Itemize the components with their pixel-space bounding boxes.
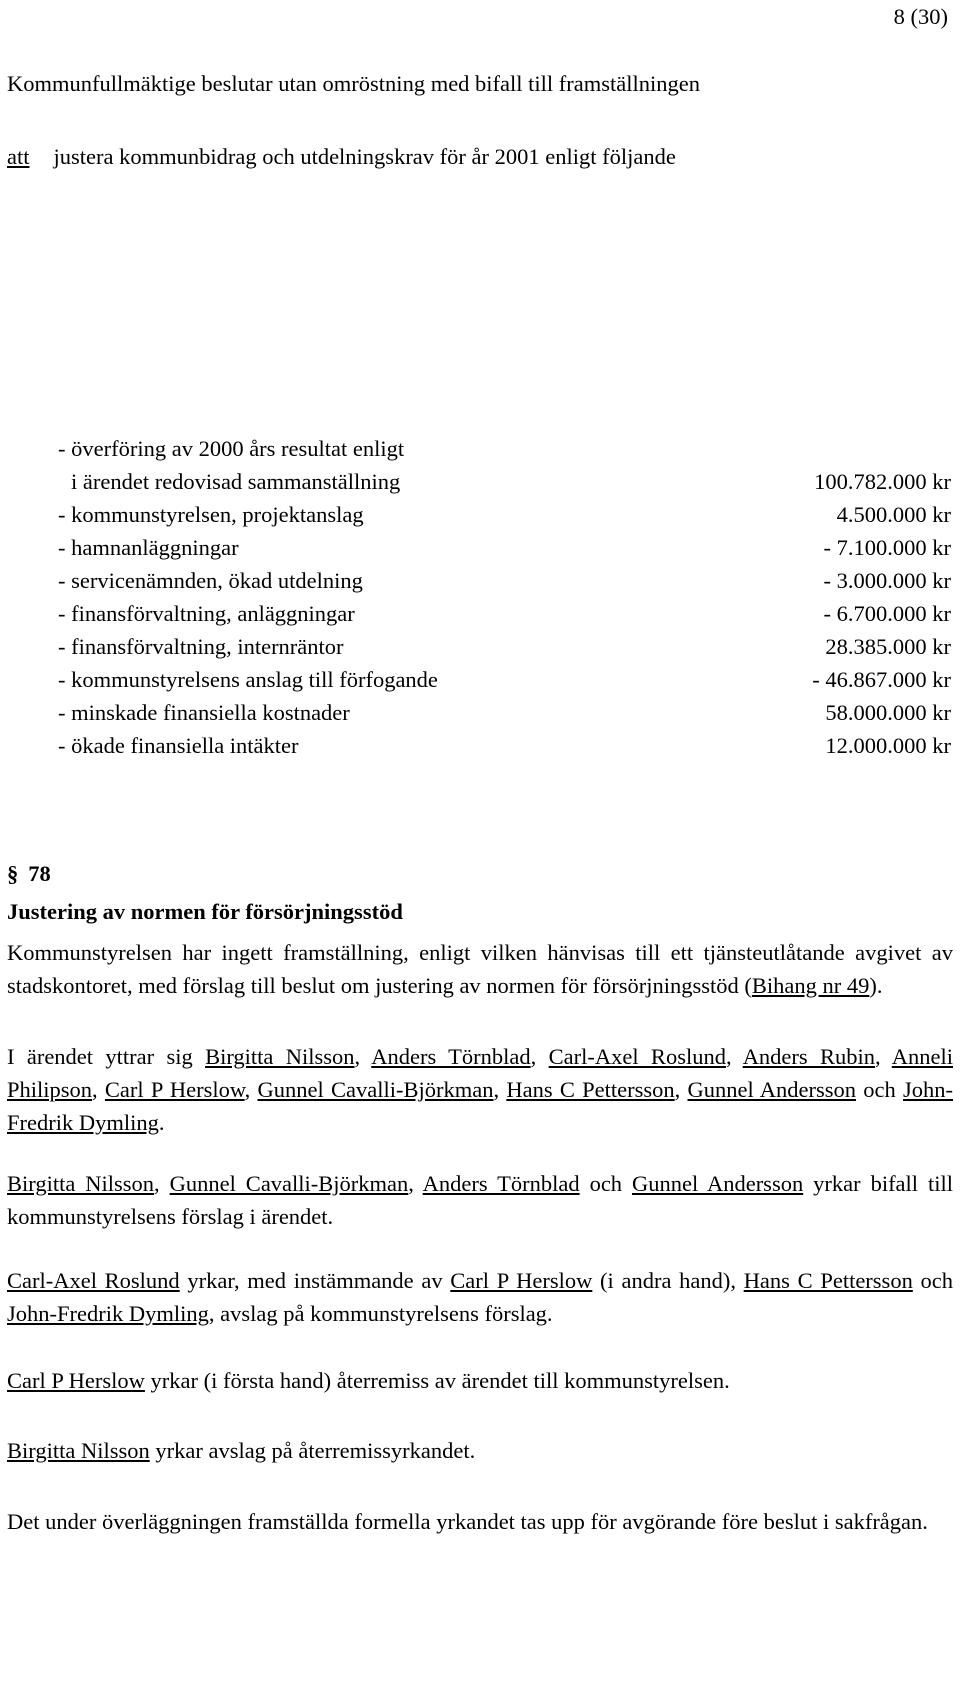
- row-amount: - 7.100.000 kr: [823, 535, 951, 560]
- separator: ,: [92, 1077, 105, 1102]
- separator: ,: [493, 1077, 507, 1102]
- table-heading-label: - överföring av 2000 års resultat enligt: [58, 436, 405, 461]
- paragraph-text: yrkar (i första hand) återremiss av ärendet till kommunstyrelsen.: [144, 1368, 730, 1393]
- row-label: i ärendet redovisad sammanställning: [71, 469, 401, 494]
- paragraph-proposal: [7, 936, 953, 1002]
- row-amount: - 3.000.000 kr: [823, 568, 951, 593]
- speaker-name: Hans C Pettersson: [743, 1268, 913, 1293]
- conjunction: och: [579, 1171, 633, 1196]
- table-row: [58, 531, 951, 564]
- speaker-name: Birgitta Nilsson: [7, 1171, 155, 1196]
- decision-att-clause: [7, 140, 676, 173]
- separator: ,: [244, 1077, 258, 1102]
- speaker-name: Carl P Herslow: [104, 1077, 245, 1102]
- row-label: - servicenämnden, ökad utdelning: [58, 568, 363, 593]
- paragraph-rejection-motion: [7, 1264, 953, 1330]
- table-row: [58, 663, 951, 696]
- table-row: [58, 762, 951, 795]
- speaker-name: Carl-Axel Roslund: [7, 1268, 180, 1293]
- paragraph-text: yrkar, med instämmande av: [179, 1268, 451, 1293]
- speaker-name: Gunnel Cavalli-Björkman: [169, 1171, 409, 1196]
- decision-intro: Kommunfullmäktige beslutar utan omröstning med bifall till framställningen: [7, 71, 700, 96]
- speaker-name: Carl P Herslow: [7, 1368, 145, 1393]
- separator: ,: [674, 1077, 688, 1102]
- separator: ,: [725, 1044, 743, 1069]
- att-keyword: att: [7, 144, 30, 169]
- separator: ,: [408, 1171, 423, 1196]
- paragraph-text: I ärendet yttrar sig: [7, 1044, 206, 1069]
- row-amount: 100.782.000 kr: [814, 469, 951, 494]
- section-number: 78: [28, 861, 51, 886]
- paragraph-text: yrkar avslag på återremissyrkandet.: [149, 1438, 476, 1463]
- table-row: [58, 498, 951, 531]
- budget-adjustment-table: [58, 432, 951, 795]
- speaker-name: Anders Törnblad: [422, 1171, 580, 1196]
- paragraph-text: yrkar bifall till kommunstyrelsens förslag i ärendet.: [7, 1171, 953, 1229]
- separator: ,: [154, 1171, 170, 1196]
- row-amount: 58.000.000 kr: [825, 700, 951, 725]
- table-row: [58, 597, 951, 630]
- speaker-name: Carl P Herslow: [450, 1268, 593, 1293]
- speaker-name: Birgitta Nilsson: [7, 1438, 150, 1463]
- paragraph-text: Kommunstyrelsen har ingett framställning, enligt vilken hänvisas till ett tjänsteutlåtande avgivet av stadskontoret, med förslag till beslut om justering av normen för försörjningsstöd (: [7, 940, 953, 998]
- table-heading-row: [58, 432, 951, 465]
- paragraph-speakers: [7, 1040, 953, 1139]
- section-symbol: §: [7, 861, 19, 886]
- paragraph-text: ).: [869, 973, 883, 998]
- paragraph-referral-rejection: [7, 1434, 953, 1467]
- paragraph-text: (i andra hand),: [592, 1268, 744, 1293]
- speaker-name: Anders Törnblad: [371, 1044, 531, 1069]
- row-amount: 28.385.000 kr: [825, 634, 951, 659]
- paragraph-procedure: Det under överläggningen framställda formella yrkandet tas upp för avgörande före beslut i sakfrågan.: [7, 1509, 928, 1534]
- conjunction: och: [856, 1077, 904, 1102]
- table-row: [58, 564, 951, 597]
- separator: ,: [875, 1044, 892, 1069]
- speaker-name: Birgitta Nilsson: [205, 1044, 355, 1069]
- speaker-name: Gunnel Andersson: [687, 1077, 857, 1102]
- table-row: [58, 729, 951, 762]
- row-amount: 12.000.000 kr: [825, 733, 951, 758]
- speaker-name: Gunnel Cavalli-Björkman: [257, 1077, 494, 1102]
- row-label: - hamnanläggningar: [58, 535, 239, 560]
- speaker-name: Anneli Philipson: [7, 1044, 954, 1102]
- separator: ,: [354, 1044, 372, 1069]
- row-label: - minskade finansiella kostnader: [58, 700, 350, 725]
- row-amount: - 6.700.000 kr: [823, 601, 951, 626]
- appendix-link[interactable]: Bihang nr 49: [751, 973, 870, 998]
- speaker-name: Carl-Axel Roslund: [548, 1044, 726, 1069]
- table-row: [58, 696, 951, 729]
- speaker-name: Hans C Pettersson: [506, 1077, 675, 1102]
- row-label: - finansförvaltning, internräntor: [58, 634, 344, 659]
- table-row: [58, 630, 951, 663]
- separator: ,: [530, 1044, 549, 1069]
- speaker-name: John-Fredrik Dymling: [7, 1301, 209, 1326]
- row-label: - ökade finansiella intäkter: [58, 733, 299, 758]
- att-clause-text: justera kommunbidrag och utdelningskrav för år 2001 enligt följande: [53, 144, 676, 169]
- row-label: - kommunstyrelsen, projektanslag: [58, 502, 364, 527]
- paragraph-referral-motion: [7, 1364, 953, 1397]
- row-amount: 4.500.000 kr: [836, 502, 951, 527]
- speaker-name: John-Fredrik Dymling: [7, 1077, 954, 1135]
- table-row: [58, 465, 951, 498]
- paragraph-approval-motion: [7, 1167, 953, 1233]
- row-label: - finansförvaltning, anläggningar: [58, 601, 355, 626]
- conjunction: och: [912, 1268, 954, 1293]
- speaker-name: Gunnel Andersson: [632, 1171, 804, 1196]
- row-amount: - 46.867.000 kr: [812, 667, 951, 692]
- section-heading: [7, 857, 51, 890]
- speaker-name: Anders Rubin: [742, 1044, 876, 1069]
- section-title: Justering av normen för försörjningsstöd: [7, 899, 403, 924]
- paragraph-end: .: [158, 1110, 165, 1135]
- row-label: - kommunstyrelsens anslag till förfogande: [58, 667, 438, 692]
- page-number: 8 (30): [893, 4, 948, 29]
- paragraph-text: , avslag på kommunstyrelsens förslag.: [208, 1301, 553, 1326]
